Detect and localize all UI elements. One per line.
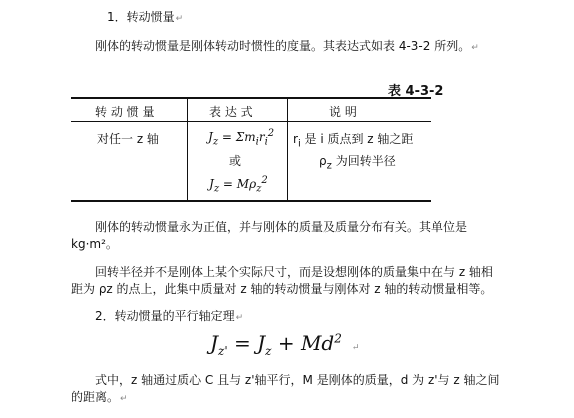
- parallel-axis-formula-line: [210, 331, 359, 358]
- table-cell-axis: 对任一 z 轴: [97, 132, 159, 146]
- table-cell-expression: $J_z = \Sigma m_ir_i^2$: [208, 128, 275, 148]
- parallel-axis-formula: $J_{z'} = J_z + Md^2$: [210, 331, 342, 358]
- table-cell-expression: $J_z = M\rho_z^2$: [209, 175, 268, 195]
- section2-heading: 2．转动惯量的平行轴定理: [95, 309, 235, 323]
- paragraph-mark: ↵: [351, 343, 360, 353]
- table-header-cell: 表 达 式: [209, 105, 253, 119]
- paragraph4-line2-line: [71, 389, 128, 407]
- paragraph3-line1: 回转半径并不是刚体上某个实际尺寸，而是设想刚体的质量集中在与 z 轴相: [95, 265, 493, 279]
- paragraph4-line2: 的距离。: [71, 390, 120, 404]
- paragraph4-line1: 式中，z 轴通过质心 C 且与 z'轴平行，M 是刚体的质量，d 为 z'与 z 轴之间: [95, 373, 500, 387]
- section1-heading-line: [107, 9, 183, 27]
- section1-paragraph: 刚体的转动惯量是刚体转动时惯性的度量。其表达式如表 4-3-2 所列。: [95, 39, 471, 53]
- paragraph-mark: ↵: [120, 394, 128, 404]
- paragraph-mark: ↵: [235, 313, 244, 323]
- table-header-cell: 转 动 惯 量: [95, 105, 155, 119]
- paragraph-mark: ↵: [471, 43, 479, 53]
- paragraph2-line1: 刚体的转动惯量永为正值，并与刚体的质量及质量分布有关。其单位是: [95, 220, 468, 234]
- table-header-cell: 说 明: [329, 105, 357, 119]
- paragraph2-line2: kg·m²。: [71, 237, 118, 251]
- section1-paragraph-line: [95, 38, 479, 56]
- table-caption: 表 4-3-2: [388, 84, 444, 99]
- table-header-rule: [71, 121, 431, 122]
- table-column-divider: [187, 99, 188, 200]
- table-column-divider: [287, 99, 288, 200]
- table-cell-or: 或: [229, 154, 242, 168]
- paragraph-mark: ↵: [175, 14, 184, 24]
- table-cell-note: $\rho_z$ 为回转半径: [319, 154, 396, 172]
- paragraph3-line2: 距为 ρz 的点上，此集中质量对 z 轴的转动惯量与刚体对 z 轴的转动惯量相等。: [71, 282, 493, 296]
- table-cell-note: $r_i$ 是 i 质点到 z 轴之距: [293, 132, 414, 150]
- section1-heading: 1．转动惯量: [107, 10, 175, 24]
- inertia-table: [71, 97, 431, 202]
- section2-heading-line: [95, 308, 243, 326]
